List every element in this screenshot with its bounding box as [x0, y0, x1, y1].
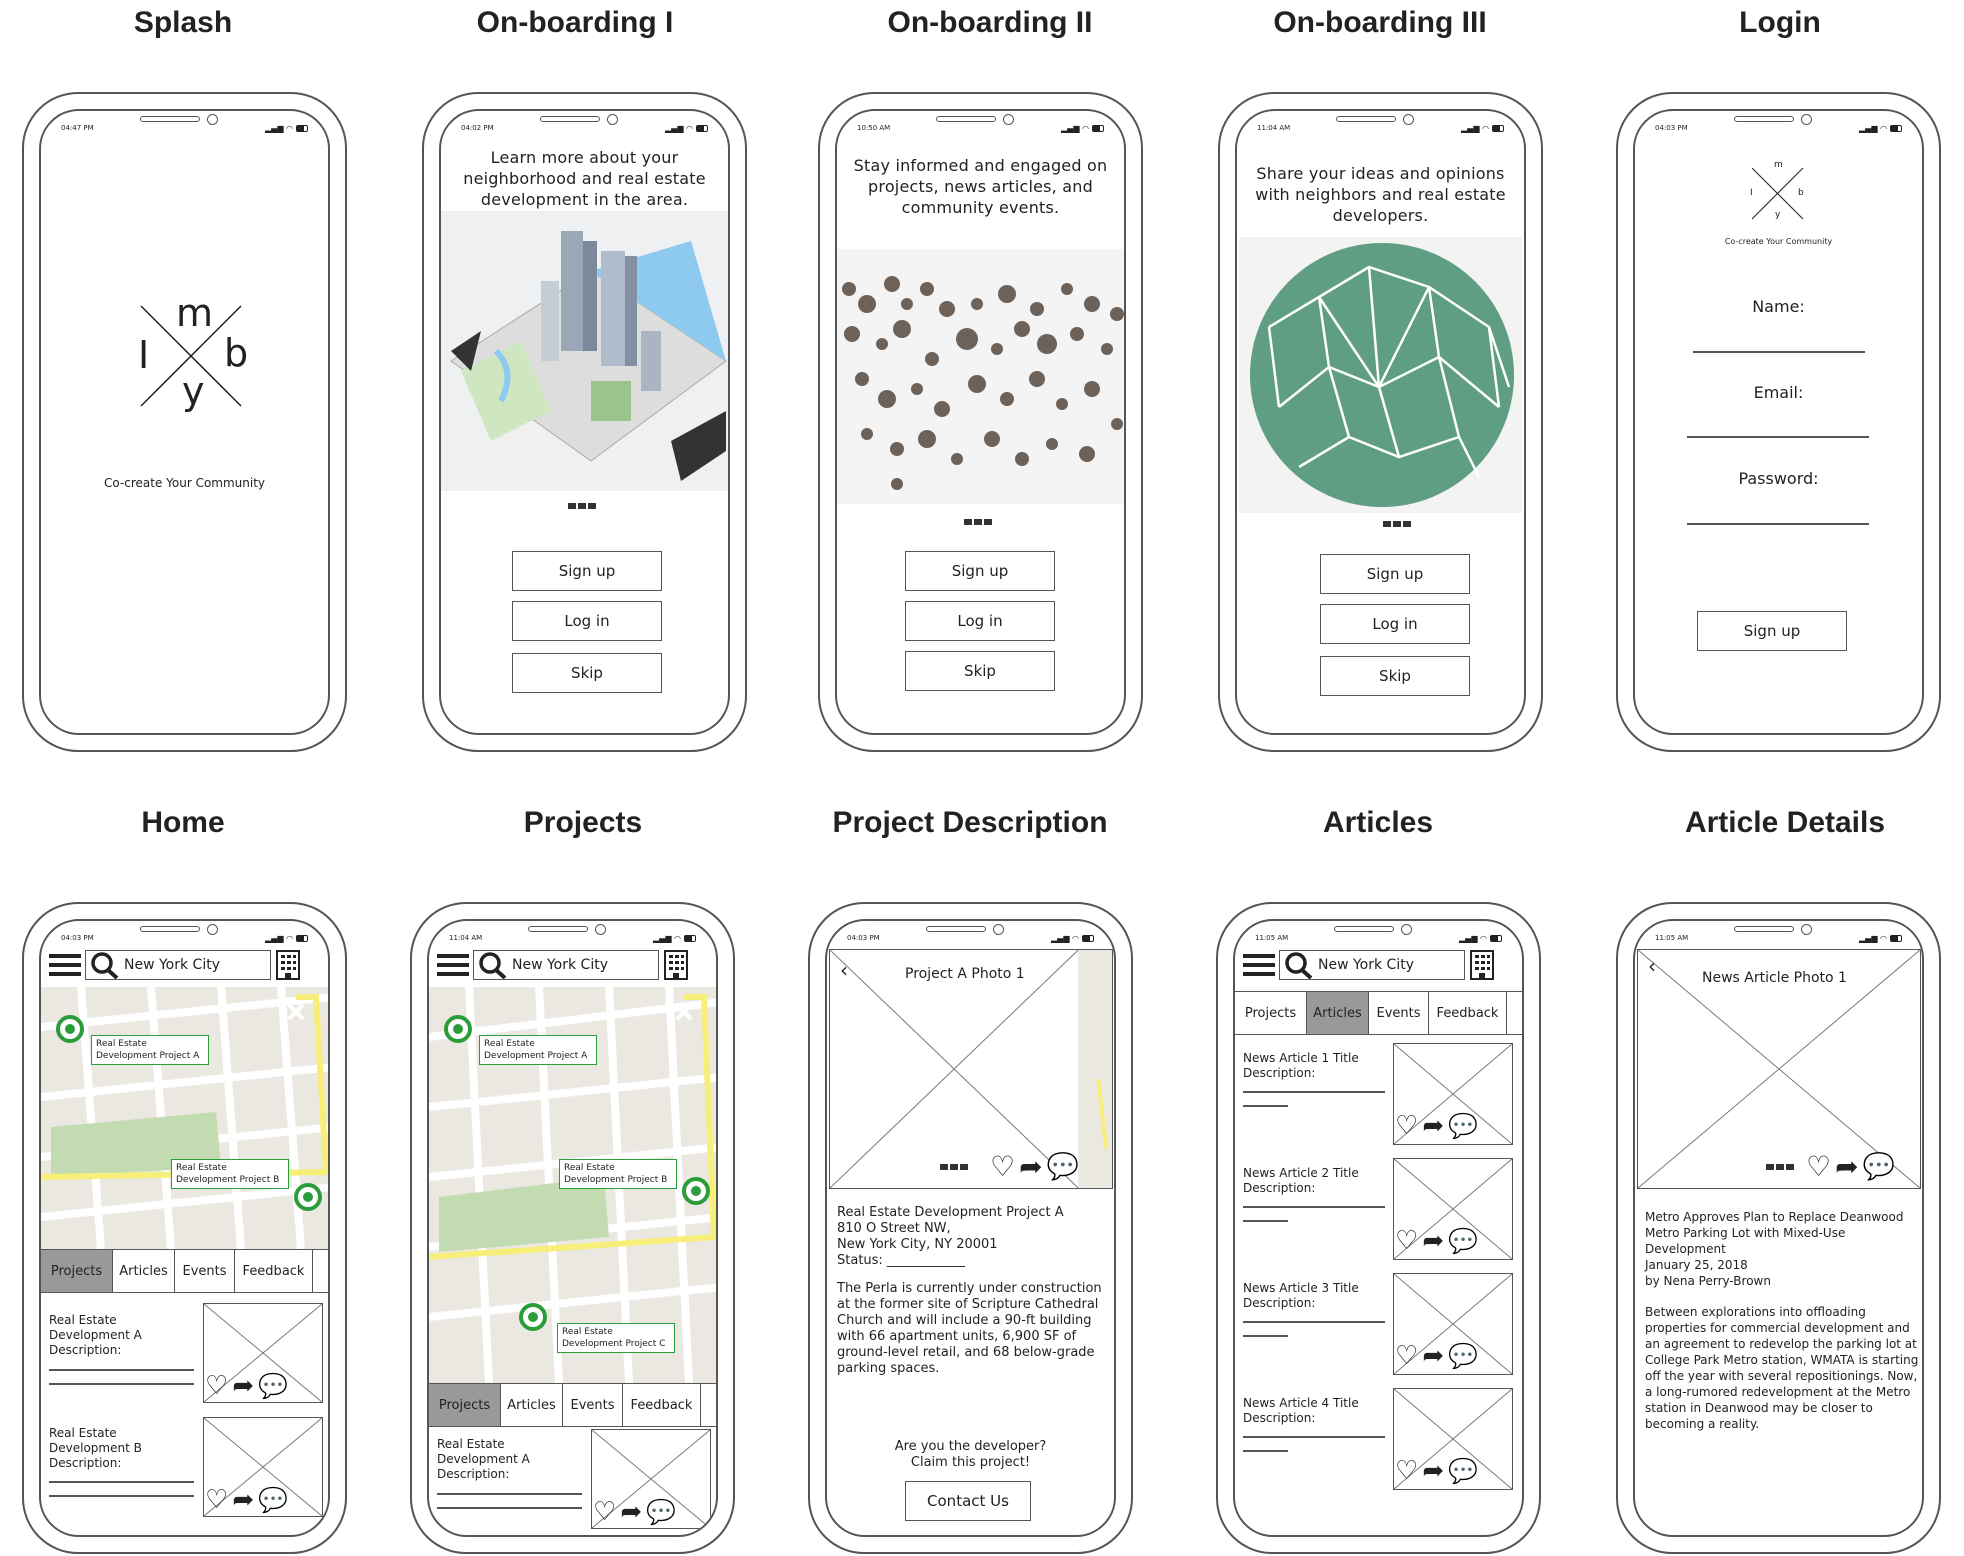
status-icons: ▂▄▆ ◠	[265, 124, 308, 133]
logo-letter-y: y	[1775, 210, 1781, 220]
hamburger-menu-icon[interactable]	[437, 952, 469, 978]
signup-button[interactable]: Sign up	[512, 551, 662, 591]
logo-letter-i: I	[138, 333, 150, 377]
tab-events[interactable]: Events	[563, 1384, 623, 1426]
status-icons: ▂▄▆ ◠	[1051, 934, 1094, 943]
article-list-item[interactable]: News Article 1 Title Description:	[1243, 1051, 1359, 1080]
network-circle-illustration	[1239, 237, 1522, 513]
logo	[1750, 160, 1805, 221]
map-pin-b[interactable]	[682, 1177, 710, 1205]
share-arrow-icon[interactable]: ➦	[1422, 1226, 1445, 1256]
email-label: Email:	[1753, 383, 1804, 402]
login-button[interactable]: Log in	[1320, 604, 1470, 644]
status-time: 04:03 PM	[61, 934, 94, 942]
signup-button[interactable]: Sign up	[1320, 554, 1470, 594]
onboarding-text: Stay informed and engaged on projects, news articles, and community events.	[853, 156, 1108, 217]
project-title: Real Estate Development Project A	[837, 1205, 1064, 1220]
logo-letter-m: m	[1774, 160, 1783, 170]
tab-projects[interactable]: Projects	[429, 1384, 501, 1426]
caption-splash: Splash	[133, 6, 233, 39]
comment-icon[interactable]: 💬	[1862, 1151, 1895, 1182]
status-icons: ▂▄▆ ◠	[1461, 124, 1504, 133]
map-label-a: Real Estate Development Project A	[91, 1035, 209, 1065]
map-roads	[41, 987, 328, 1249]
logo	[136, 291, 249, 413]
project-info	[837, 1205, 1116, 1269]
phone-login	[1616, 92, 1941, 752]
logo-tagline: Co-create Your Community	[103, 476, 266, 490]
status-time: 04:03 PM	[847, 934, 880, 942]
caption-onboarding-2: On-boarding II	[887, 6, 1093, 39]
comment-icon[interactable]: 💬	[258, 1372, 288, 1400]
search-input-value: New York City	[1318, 957, 1414, 973]
tab-projects[interactable]: Projects	[41, 1250, 113, 1292]
share-arrow-icon[interactable]: ➦	[1835, 1150, 1859, 1183]
heart-icon[interactable]: ♡	[205, 1371, 229, 1401]
map-label-c: Real Estate Development Project C	[557, 1323, 675, 1353]
caption-articles: Articles	[1322, 806, 1434, 839]
pager-dots[interactable]	[964, 519, 992, 525]
map-view[interactable]	[41, 987, 328, 1249]
status-icons: ▂▄▆ ◠	[653, 934, 696, 943]
tab-articles[interactable]: Articles	[501, 1384, 563, 1426]
share-arrow-icon[interactable]: ➦	[232, 1371, 255, 1401]
name-field[interactable]	[1693, 351, 1865, 353]
project-address-line1: 810 O Street NW,	[837, 1221, 951, 1236]
map-label-b: Real Estate Development Project B	[559, 1159, 677, 1189]
status-icons: ▂▄▆ ◠	[1859, 124, 1902, 133]
close-icon	[289, 1005, 303, 1019]
photo-pager-dots[interactable]	[940, 1164, 968, 1170]
login-button[interactable]: Log in	[512, 601, 662, 641]
email-field[interactable]	[1687, 436, 1869, 438]
logo-letter-i: I	[1750, 188, 1753, 198]
caption-article-details: Article Details	[1684, 806, 1886, 839]
photo-pager-dots[interactable]	[1766, 1164, 1794, 1170]
building-icon[interactable]	[275, 949, 301, 981]
caption-onboarding-1: On-boarding I	[476, 6, 674, 39]
logo-letter-b: b	[1798, 188, 1804, 198]
project-status: Status: ____________	[837, 1253, 965, 1268]
status-time: 04:47 PM	[61, 124, 94, 132]
search-input-value: New York City	[124, 957, 220, 973]
heart-icon[interactable]: ♡	[593, 1497, 617, 1527]
status-time: 11:04 AM	[1257, 124, 1291, 132]
tab-events[interactable]: Events	[175, 1250, 235, 1292]
back-chevron-icon[interactable]: ‹	[840, 958, 848, 982]
signup-button[interactable]: Sign up	[1697, 611, 1847, 651]
onboarding-text: Learn more about your neighborhood and real estate development in the area.	[463, 148, 706, 209]
tab-feedback[interactable]: Feedback	[623, 1384, 701, 1426]
status-icons: ▂▄▆ ◠	[265, 934, 308, 943]
heart-icon[interactable]: ♡	[1395, 1341, 1419, 1371]
share-arrow-icon[interactable]: ➦	[232, 1485, 255, 1515]
project-body: The Perla is currently under construction at the former site of Scripture Cathedral Church and will include a 90-ft building with 66 apartment units, 6,900 SF of ground-level retail, and 68 below-grade parking spaces.	[837, 1281, 1102, 1376]
building-icon[interactable]	[663, 949, 689, 981]
status-time: 10:50 AM	[857, 124, 891, 132]
status-time: 04:02 PM	[461, 124, 494, 132]
phone-project-description	[808, 902, 1133, 1554]
comment-icon[interactable]: 💬	[1448, 1342, 1478, 1370]
status-icons: ▂▄▆ ◠	[1459, 934, 1502, 943]
tab-bar	[429, 1383, 716, 1427]
contact-us-button[interactable]: Contact Us	[905, 1481, 1031, 1521]
tab-articles[interactable]: Articles	[113, 1250, 175, 1292]
article-byline: by Nena Perry-Brown	[1645, 1274, 1771, 1288]
phone-projects	[410, 902, 735, 1554]
map-pin-b[interactable]	[294, 1183, 322, 1211]
screen-splash	[39, 109, 330, 735]
comment-icon[interactable]: 💬	[646, 1498, 676, 1526]
project-photo-placeholder[interactable]	[829, 949, 1113, 1189]
pager-dots[interactable]	[568, 503, 596, 509]
tab-bar	[1235, 991, 1522, 1035]
logo-letter-y: y	[182, 369, 205, 413]
password-label: Password:	[1738, 469, 1819, 488]
project-address-line2: New York City, NY 20001	[837, 1237, 998, 1252]
logo-tagline: Co-create Your Community	[1724, 237, 1833, 246]
onboarding-text: Share your ideas and opinions with neighbors and real estate developers.	[1255, 164, 1506, 225]
article-list-item[interactable]: News Article 2 Title Description:	[1243, 1166, 1359, 1195]
hamburger-menu-icon[interactable]	[1243, 952, 1275, 978]
article-headline: Metro Approves Plan to Replace Deanwood Metro Parking Lot with Mixed-Use Development	[1645, 1210, 1904, 1256]
article-photo-placeholder[interactable]	[1637, 949, 1921, 1189]
list-item[interactable]: Real Estate Development B Description:	[49, 1426, 142, 1470]
share-arrow-icon[interactable]: ➦	[1019, 1150, 1043, 1183]
status-time: 11:04 AM	[449, 934, 483, 942]
tab-feedback[interactable]: Feedback	[1429, 992, 1507, 1034]
phone-onboarding-3	[1218, 92, 1543, 752]
search-icon	[478, 951, 508, 979]
list-item[interactable]: Real Estate Development A Description:	[437, 1437, 530, 1481]
status-icons: ▂▄▆ ◠	[665, 124, 708, 133]
status-icons: ▂▄▆ ◠	[1061, 124, 1104, 133]
claim-text: Are you the developer? Claim this project!	[894, 1439, 1047, 1470]
heart-icon[interactable]: ♡	[990, 1150, 1016, 1183]
tab-bar	[41, 1249, 328, 1293]
password-field[interactable]	[1687, 523, 1869, 525]
comment-icon[interactable]: 💬	[1448, 1457, 1478, 1485]
phone-splash	[22, 92, 347, 752]
article-body: Between explorations into offloading properties for commercial development and an agreement to redevelop the parking lot at College Park Metro station, WMATA is starting off the year with several repositionings. Now, a long-rumored redevelopment at the Metro station in Deanwood may be closer to becoming a reality.	[1645, 1305, 1919, 1431]
article-list-item[interactable]: News Article 4 Title Description:	[1243, 1396, 1359, 1425]
map-pin-c[interactable]	[519, 1303, 547, 1331]
caption-projects: Projects	[523, 806, 643, 839]
name-label: Name:	[1752, 297, 1805, 316]
search-icon	[90, 951, 120, 979]
status-time: 04:03 PM	[1655, 124, 1688, 132]
heart-icon[interactable]: ♡	[1395, 1456, 1419, 1486]
skip-button[interactable]: Skip	[512, 653, 662, 693]
map-pin-a[interactable]	[56, 1015, 84, 1043]
share-arrow-icon[interactable]: ➦	[620, 1497, 643, 1527]
search-input[interactable]	[85, 950, 271, 980]
share-arrow-icon[interactable]: ➦	[1422, 1456, 1445, 1486]
status-icons: ▂▄▆ ◠	[1859, 934, 1902, 943]
comment-icon[interactable]: 💬	[258, 1486, 288, 1514]
map-label-a: Real Estate Development Project A	[479, 1035, 597, 1065]
heart-icon[interactable]: ♡	[1395, 1226, 1419, 1256]
search-input[interactable]	[1279, 950, 1465, 980]
caption-login: Login	[1739, 6, 1821, 39]
phone-article-details	[1616, 902, 1941, 1554]
people-network-illustration	[837, 249, 1124, 504]
article-list-item[interactable]: News Article 3 Title Description:	[1243, 1281, 1359, 1310]
tab-events[interactable]: Events	[1369, 992, 1429, 1034]
heart-icon[interactable]: ♡	[1806, 1150, 1832, 1183]
back-chevron-icon[interactable]: ‹	[1648, 954, 1656, 978]
search-icon	[1284, 951, 1314, 979]
caption-onboarding-3: On-boarding III	[1273, 6, 1487, 39]
map-view[interactable]	[429, 987, 716, 1383]
signup-button[interactable]: Sign up	[905, 551, 1055, 591]
phone-home	[22, 902, 347, 1554]
comment-icon[interactable]: 💬	[1046, 1151, 1079, 1182]
tab-feedback[interactable]: Feedback	[235, 1250, 313, 1292]
login-button[interactable]: Log in	[905, 601, 1055, 641]
photo-title: News Article Photo 1	[1702, 970, 1847, 986]
heart-icon[interactable]: ♡	[1395, 1111, 1419, 1141]
comment-icon[interactable]: 💬	[1448, 1227, 1478, 1255]
photo-title: Project A Photo 1	[905, 966, 1025, 982]
tab-articles[interactable]: Articles	[1307, 992, 1369, 1034]
share-arrow-icon[interactable]: ➦	[1422, 1341, 1445, 1371]
city-illustration	[441, 211, 728, 491]
logo-letter-m: m	[176, 291, 214, 335]
hamburger-menu-icon[interactable]	[49, 952, 81, 978]
building-icon[interactable]	[1469, 949, 1495, 981]
search-input[interactable]	[473, 950, 659, 980]
skip-button[interactable]: Skip	[905, 651, 1055, 691]
search-input-value: New York City	[512, 957, 608, 973]
caption-home: Home	[141, 806, 225, 839]
heart-icon[interactable]: ♡	[205, 1485, 229, 1515]
map-label-b: Real Estate Development Project B	[171, 1159, 289, 1189]
status-time: 11:05 AM	[1655, 934, 1689, 942]
tab-projects[interactable]: Projects	[1235, 992, 1307, 1034]
share-arrow-icon[interactable]: ➦	[1422, 1111, 1445, 1141]
phone-articles	[1216, 902, 1541, 1554]
article-date: January 25, 2018	[1645, 1258, 1748, 1272]
pager-dots[interactable]	[1383, 521, 1411, 527]
phone-onboarding-1	[422, 92, 747, 752]
skip-button[interactable]: Skip	[1320, 656, 1470, 696]
caption-project-description: Project Description	[832, 806, 1108, 839]
comment-icon[interactable]: 💬	[1448, 1112, 1478, 1140]
logo-letter-b: b	[224, 331, 249, 375]
map-pin-a[interactable]	[444, 1015, 472, 1043]
phone-onboarding-2	[818, 92, 1143, 752]
status-time: 11:05 AM	[1255, 934, 1289, 942]
list-item[interactable]: Real Estate Development A Description:	[49, 1313, 142, 1357]
article-meta	[1645, 1209, 1924, 1289]
